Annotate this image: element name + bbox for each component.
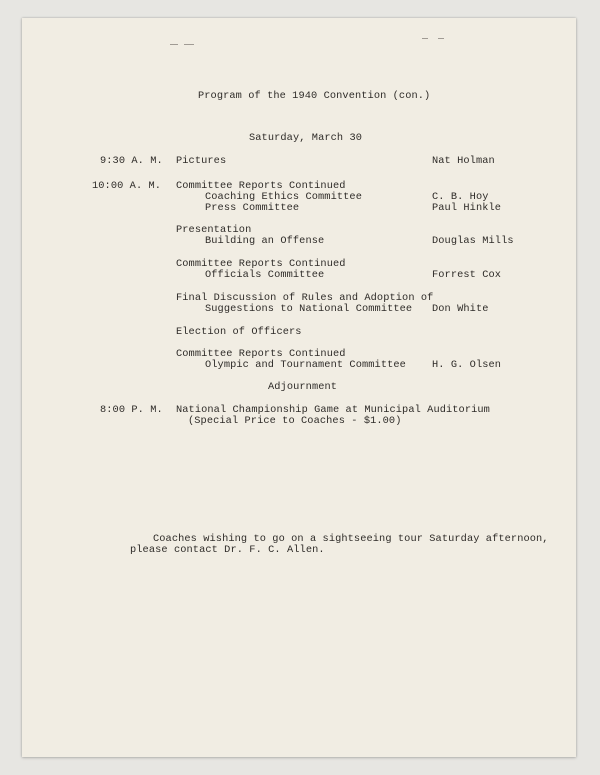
event-subline: Officials Committee	[205, 269, 325, 281]
event-subline: Olympic and Tournament Committee	[205, 359, 406, 371]
event-subline: Coaching Ethics Committee	[205, 191, 362, 203]
event-subline: (Special Price to Coaches - $1.00)	[188, 415, 402, 427]
event-subline: Building an Offense	[205, 235, 325, 247]
adjournment-heading: Adjournment	[268, 381, 338, 393]
event-subline: Press Committee	[205, 202, 300, 214]
speaker-name: H. G. Olsen	[432, 359, 502, 371]
event-line: Committee Reports Continued	[176, 348, 346, 360]
speaker-name: Nat Holman	[432, 155, 495, 167]
page-title: Program of the 1940 Convention (con.)	[198, 90, 431, 102]
note-line: Coaches wishing to go on a sightseeing tour Saturday afternoon,	[153, 533, 549, 545]
paper-mark	[184, 44, 194, 45]
speaker-name: Paul Hinkle	[432, 202, 502, 214]
paper-mark	[422, 38, 428, 39]
speaker-name: C. B. Hoy	[432, 191, 489, 203]
speaker-name: Douglas Mills	[432, 235, 514, 247]
note-line: please contact Dr. F. C. Allen.	[130, 544, 325, 556]
day-heading: Saturday, March 30	[249, 132, 363, 144]
paper-mark	[170, 44, 178, 45]
event-line: Election of Officers	[176, 326, 302, 338]
paper-mark	[438, 38, 444, 39]
speaker-name: Forrest Cox	[432, 269, 502, 281]
event-line: Presentation	[176, 224, 252, 236]
time-label: 9:30 A. M.	[100, 155, 163, 167]
event-line: Committee Reports Continued	[176, 180, 346, 192]
speaker-name: Don White	[432, 303, 489, 315]
event-line: Committee Reports Continued	[176, 258, 346, 270]
time-label: 10:00 A. M.	[92, 180, 162, 192]
event-line: Pictures	[176, 155, 227, 167]
event-line: Final Discussion of Rules and Adoption of	[176, 292, 434, 304]
event-subline: Suggestions to National Committee	[205, 303, 413, 315]
time-label: 8:00 P. M.	[100, 404, 163, 416]
event-line: National Championship Game at Municipal Auditorium	[176, 404, 490, 416]
